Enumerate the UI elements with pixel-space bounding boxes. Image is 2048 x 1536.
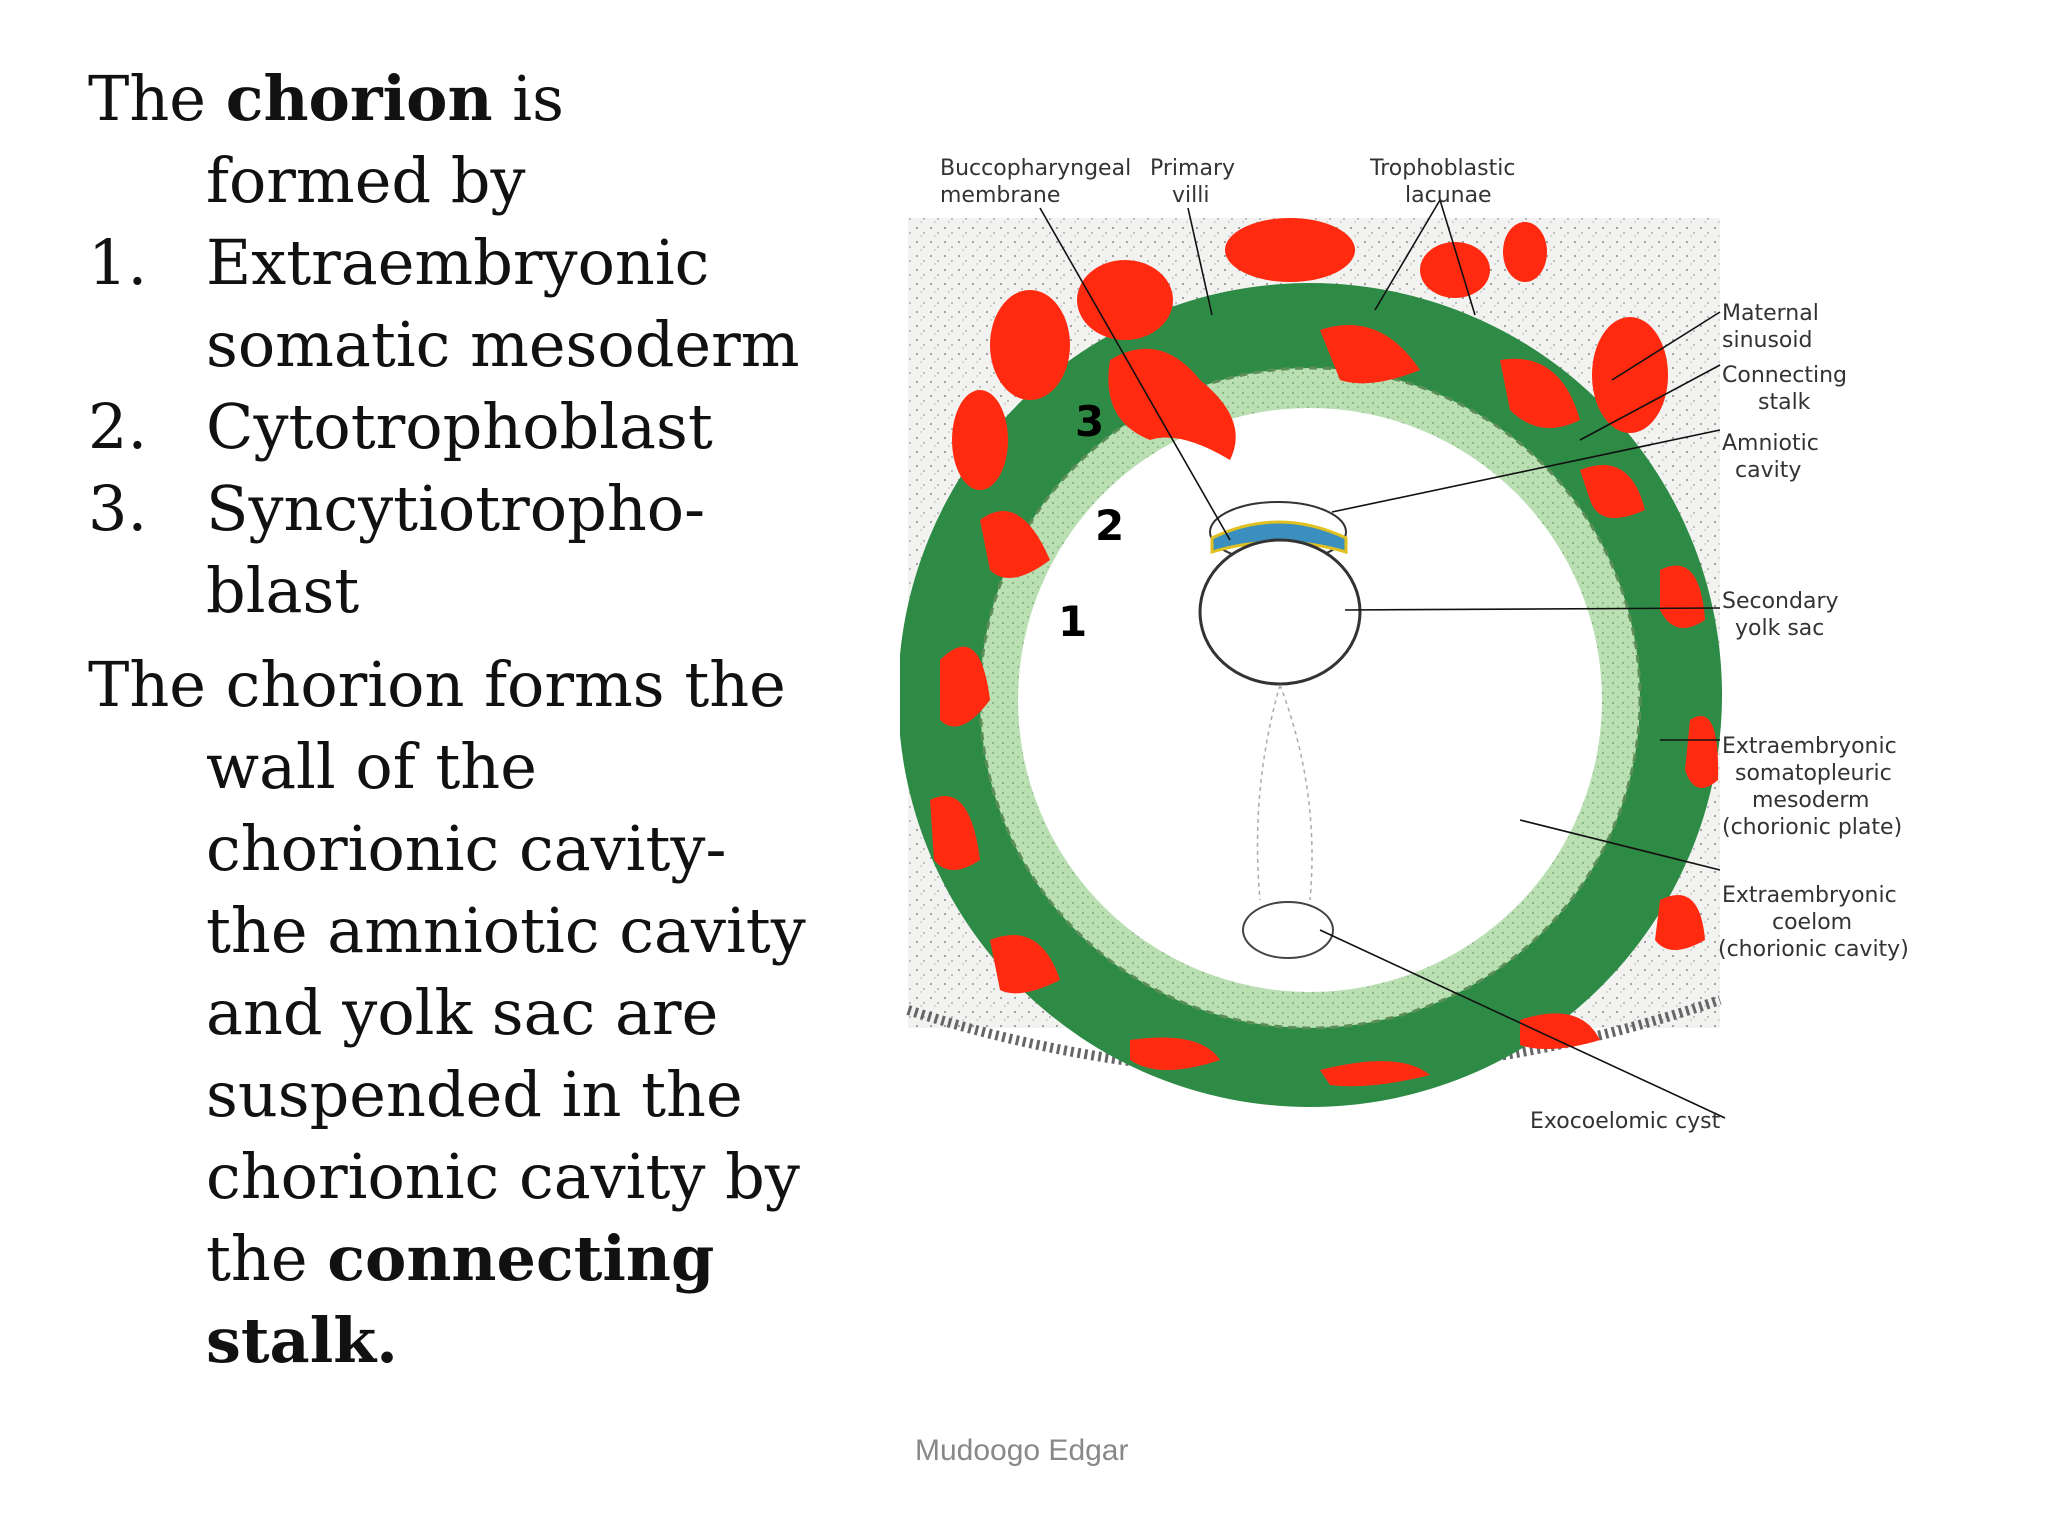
chorionic-cavity (1018, 408, 1602, 992)
label-somatopleuric-mesoderm: Extraembryonic (1722, 734, 1897, 759)
slide-text (88, 58, 808, 1382)
label-extraembryonic-coelom-2: coelom (1772, 910, 1853, 935)
list-text: Syncytiotropho-blast (206, 472, 706, 627)
intro-paragraph (88, 58, 808, 222)
closing-paragraph (88, 644, 808, 1382)
label-somatopleuric-mesoderm-4: (chorionic plate) (1722, 815, 1903, 840)
label-buccopharyngeal: Buccopharyngeal (940, 156, 1132, 181)
author-credit: Mudoogo Edgar (915, 1434, 1129, 1467)
label-connecting-stalk: Connecting (1722, 363, 1847, 388)
label-maternal-sinusoid-2: sinusoid (1722, 328, 1813, 353)
label-amniotic-cavity-2: cavity (1735, 458, 1802, 483)
list-number: 1. (88, 226, 148, 299)
label-somatopleuric-mesoderm-2: somatopleuric (1735, 761, 1892, 786)
closing-bold-term: connecting stalk. (206, 1222, 715, 1377)
label-buccopharyngeal-2: membrane (940, 183, 1061, 208)
chorion-diagram (900, 140, 1960, 1200)
list-text: Extraembryonic somatic mesoderm (206, 226, 800, 381)
label-primary-villi-2: villi (1172, 183, 1210, 208)
layer-number-3: 3 (1075, 397, 1105, 446)
secondary-yolk-sac (1200, 540, 1360, 684)
label-extraembryonic-coelom: Extraembryonic (1722, 883, 1897, 908)
intro-post: is formed by (206, 62, 564, 217)
list-item (88, 468, 808, 632)
list-item (88, 222, 808, 386)
layer-number-2: 2 (1095, 501, 1125, 550)
intro-bold-term: chorion (225, 62, 493, 135)
label-connecting-stalk-2: stalk (1758, 390, 1811, 415)
label-amniotic-cavity: Amniotic (1722, 431, 1819, 456)
exocoelomic-cyst (1243, 902, 1333, 958)
intro-pre: The (88, 62, 226, 135)
layer-number-1: 1 (1058, 597, 1088, 646)
label-trophoblastic-lacunae-2: lacunae (1405, 183, 1492, 208)
label-secondary-yolk-sac-2: yolk sac (1735, 616, 1825, 641)
label-primary-villi: Primary (1150, 156, 1236, 181)
list-number: 3. (88, 472, 148, 545)
label-secondary-yolk-sac: Secondary (1722, 589, 1839, 614)
list-item (88, 386, 808, 468)
label-extraembryonic-coelom-3: (chorionic cavity) (1718, 937, 1909, 962)
list-text: Cytotrophoblast (206, 390, 713, 463)
label-maternal-sinusoid: Maternal (1722, 301, 1819, 326)
closing-pre: The chorion forms the wall of the chorionic cavity- the amniotic cavity and yolk sac are suspended in the chorionic cavity by the (88, 648, 806, 1295)
list-number: 2. (88, 390, 148, 463)
label-exocoelomic-cyst: Exocoelomic cyst (1530, 1109, 1721, 1134)
label-somatopleuric-mesoderm-3: mesoderm (1752, 788, 1870, 813)
label-trophoblastic-lacunae: Trophoblastic (1370, 156, 1516, 181)
